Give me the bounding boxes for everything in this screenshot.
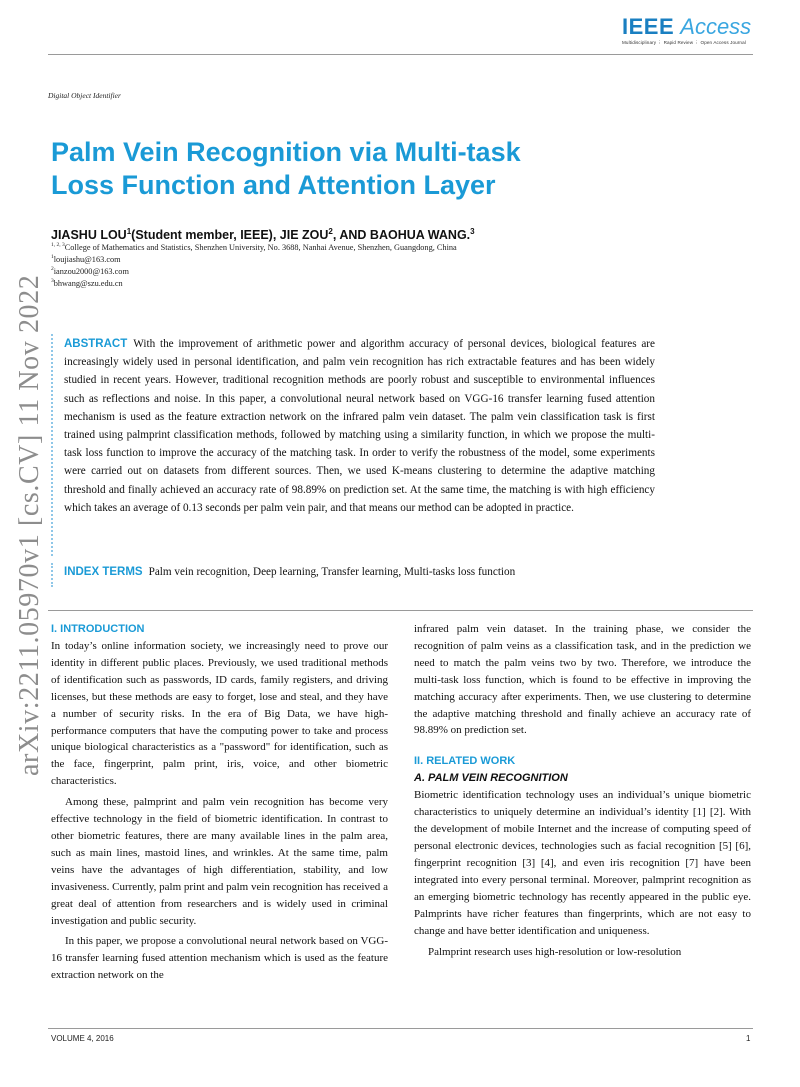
footer-page-number: 1 [746, 1034, 751, 1043]
affiliation-email-2-sup: 2 [51, 266, 54, 272]
subsection-heading-palm-vein: A. PALM VEIN RECOGNITION [414, 772, 568, 785]
index-terms [64, 564, 664, 580]
author-3-sup: 3 [470, 227, 475, 236]
index-terms-label: INDEX TERMS [64, 566, 143, 578]
affiliation-email-1-sup: 1 [51, 254, 54, 260]
affiliation-1-sup: 1, 2, 3 [51, 242, 65, 248]
index-terms-text: Palm vein recognition, Deep learning, Transfer learning, Multi-tasks loss function [148, 566, 516, 578]
affiliation-email-3-sup: 3 [51, 278, 54, 284]
left-column [51, 621, 388, 984]
logo-ieee: IEEE [622, 14, 675, 39]
affiliation-email-2 [51, 264, 129, 277]
section-heading-introduction: I. INTRODUCTION [51, 623, 145, 635]
author-2-sup: 2 [328, 227, 333, 236]
affiliation-1-text: College of Mathematics and Statistics, Shenzhen University, No. 3688, Nanhai Avenue, Shenzhen, Guangdong, China [64, 242, 457, 252]
journal-logo [622, 16, 752, 46]
footer-divider [48, 1028, 753, 1029]
abstract-side-marker [51, 334, 56, 556]
affiliation-email-1 [51, 252, 121, 265]
intro-paragraph-2: Among these, palmprint and palm vein recognition has become very effective technology in the field of biometric identification. In contrast to other biometric features, there are many available lines in the palm area, such as main lines, mastoid lines, and wrinkles. At the same time, palm veins have the advantages of high differentiation, stability, and low invasiveness. Currently, palm print and palm vein recognition has received a great deal of attention from researchers and is widely used in criminal investigation and public security. [51, 796, 388, 927]
arxiv-stamp: arXiv:2211.05970v1 [cs.CV] 11 Nov 2022 [14, 274, 45, 776]
affiliation-email-1-text: loujiashu@163.com [53, 254, 121, 264]
paper-title [51, 136, 671, 202]
index-side-marker [51, 563, 56, 587]
intro-paragraph-1: In today’s online information society, we increasingly need to prove our identity in different public places. Previously, we used traditional methods of identification such as passwords, ID cards, family registers, and driving licenses, but these methods are easy to forget, lose and steal, and they have a number of security risks. In the era of Big Data, we have high-performance computers that have the computing power to take and process unique biological characteristics as a "password" for identification, such as the face, fingerprint, palm print, iris, voice, and other biometric characteristics. [51, 640, 388, 788]
title-line-2: Loss Function and Attention Layer [51, 170, 496, 200]
intro-paragraph-3: In this paper, we propose a convolutional neural network based on VGG-16 transfer learning fused attention mechanism which is used as the feature extraction network on the [51, 935, 388, 982]
affiliation-email-3-text: bhwang@szu.edu.cn [53, 278, 123, 288]
related-paragraph-2: Palmprint research uses high-resolution or low-resolution [428, 945, 682, 958]
section-divider [48, 610, 753, 611]
doi-label: Digital Object Identifier [48, 91, 121, 100]
title-line-1: Palm Vein Recognition via Multi-task [51, 137, 521, 167]
abstract-text: With the improvement of arithmetic power and algorithm accuracy of personal devices, biological features are increasingly widely used in personal identification, and palm vein recognition has rich extractable features and has been widely studied in recent years. However, traditional recognition methods are poorly robust and susceptible to environmental influences such as reflections and noise. In this paper, a convolutional neural network based on VGG-16 transfer learning fused attention mechanism is used as the feature extraction network on the infrared palm vein dataset. The palm vein classification task is first trained using palmprint classification methods, followed by matching using a similarity function, in which we propose the multi-task loss function to improve the accuracy of the matching task. In order to verify the robustness of the model, some experiments were carried out on datasets from different sources. Then, we used K-means clustering to determine the adaptive matching threshold and finally achieved an accuracy rate of 98.89% on prediction set. At the same time, the matching is with high efficiency which takes an average of 0.13 seconds per palm vein pair, and that means our method can be adopted in practice. [64, 338, 655, 514]
abstract-label: ABSTRACT [64, 338, 128, 350]
abstract [64, 335, 655, 517]
author-1-sup: 1 [126, 227, 132, 236]
logo-tagline: Multidisciplinary ⋮ Rapid Review ⋮ Open Access Journal [622, 40, 746, 45]
section-heading-related-work: II. RELATED WORK [414, 755, 516, 768]
footer-volume: VOLUME 4, 2016 [51, 1034, 114, 1043]
right-column [414, 621, 751, 960]
related-paragraph-1: Biometric identification technology uses an individual’s unique biometric characteristics to uniquely determine an individual’s identity [1] [2]. With the development of mobile Internet and the increase of computing speed of personal electronic devices, technologies such as facial recognition [5] [6], fingerprint recognition [3] [4], and even iris recognition [7] have been integrated into every personal terminal. Moreover, palmprint recognition as an emerging biometric technology has recently appeared in the public eye. Palmprints have richer features than fingerprints, which are not easy to change and have better identification and uniqueness. [414, 789, 751, 937]
author-3: , AND BAOHUA WANG. [332, 228, 471, 243]
intro-paragraph-3-continued: infrared palm vein dataset. In the training phase, we consider the recognition of palm veins as a classification task, and in the prediction we need to match the palm veins two by two. Therefore, we introduce the multi-task loss function, which is found to be effective in improving the matching accuracy after experiments. Then, we use clustering to determine the adaptive matching threshold and finally achieve an accuracy rate of 98.89% on prediction set. [414, 623, 751, 737]
logo-access: Access [680, 14, 752, 39]
header-divider [48, 54, 753, 55]
affiliation-email-2-text: ianzou2000@163.com [53, 266, 129, 276]
affiliation-1 [51, 240, 457, 253]
author-1-note: (Student member, IEEE), JIE ZOU [131, 228, 329, 243]
author-1: JIASHU LOU [51, 228, 127, 243]
affiliation-email-3 [51, 276, 123, 289]
